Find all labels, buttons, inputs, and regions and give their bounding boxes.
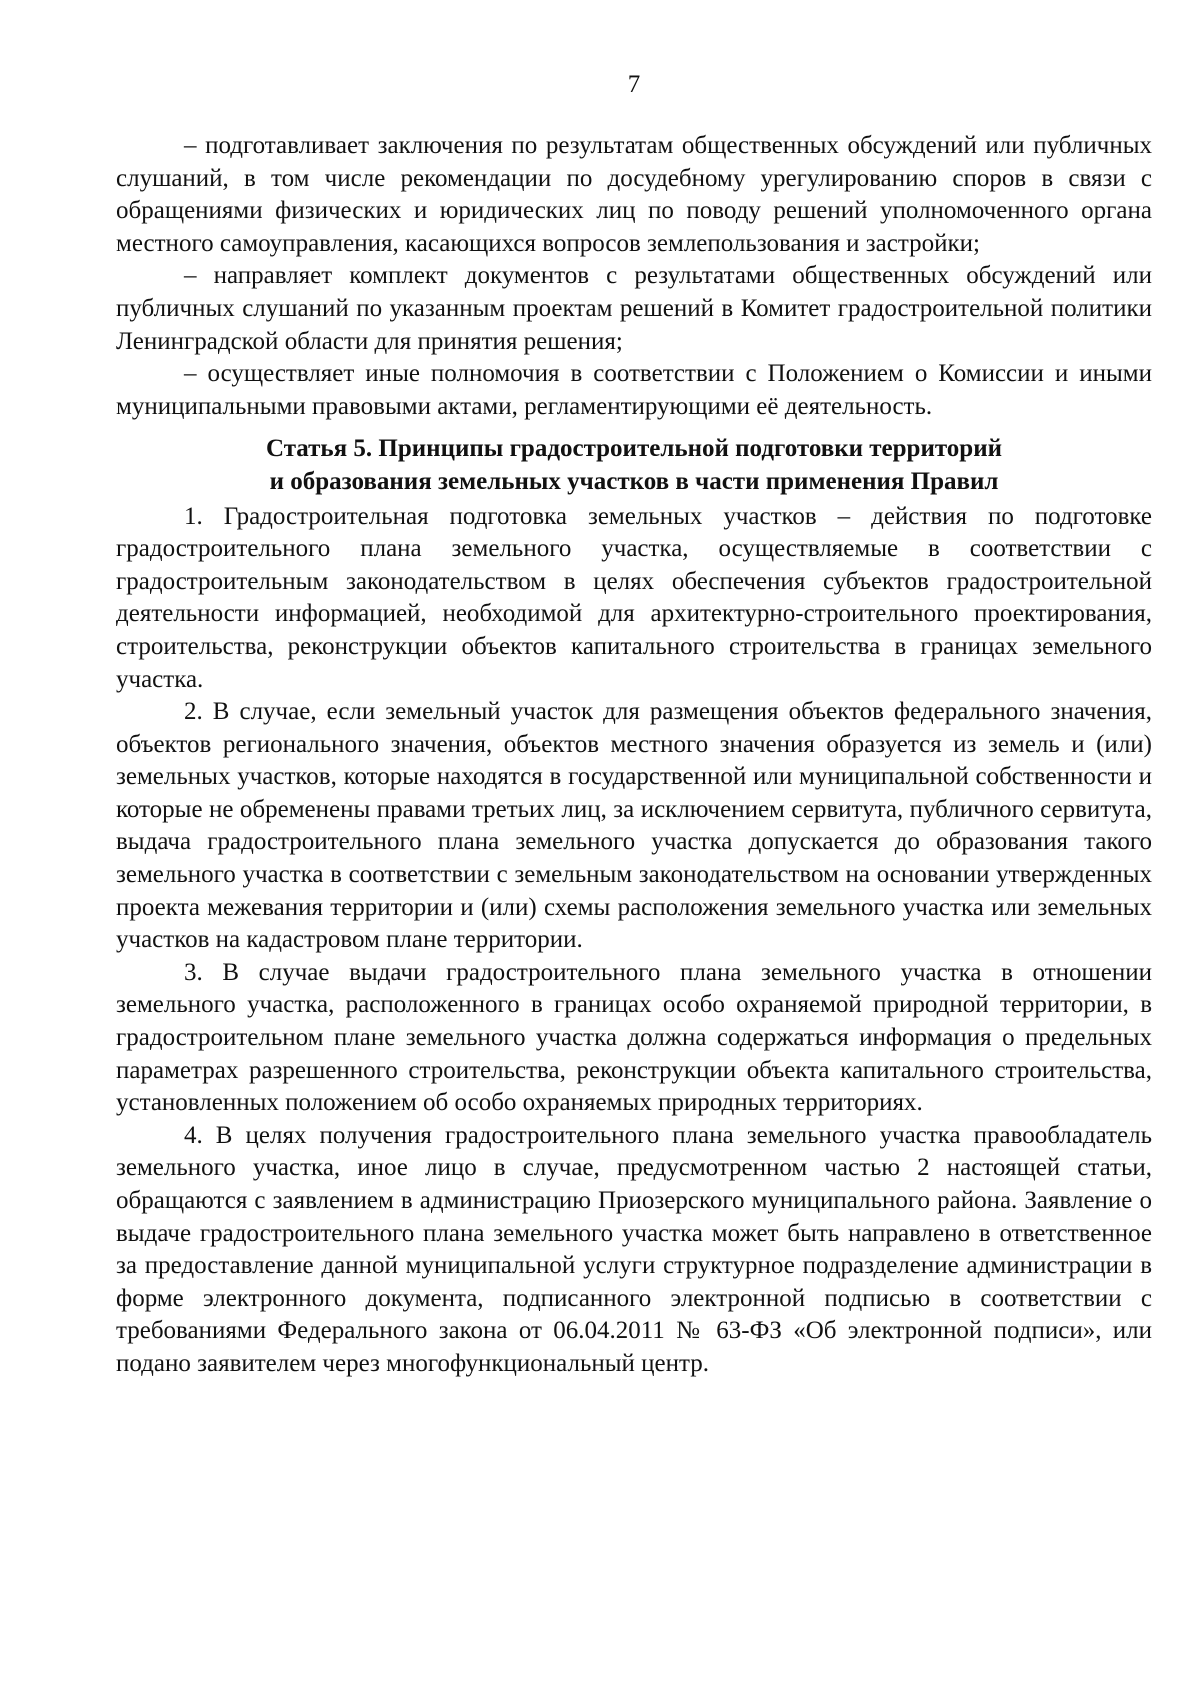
document-body — [116, 130, 1152, 1381]
article-paragraph: 2. В случае, если земельный участок для размещения объектов федерального значения, объектов регионального значения, объектов местного значения образуется из земель и (или) земельных участков, которые находятся в государственной или муниципальной собственности и которые не обременены правами третьих лиц, за исключением сервитута, публичного сервитута, выдача градостроительного плана земельного участка допускается до образования такого земельного участка в соответствии с земельным законодательством на основании утвержденных проекта межевания территории и (или) схемы расположения земельного участка или земельных участков на кадастровом плане территории. — [116, 698, 1152, 954]
bullet-item: – подготавливает заключения по результатам общественных обсуждений или публичных слушаний, в том числе рекомендации по досудебному урегулированию споров в связи с обращениями физических и юридических лиц по поводу решений уполномоченного органа местного самоуправления, касающихся вопросов землепользования и застройки; — [116, 132, 1152, 257]
article-paragraph: 4. В целях получения градостроительного плана земельного участка правообладатель земельного участка, иное лицо в случае, предусмотренном частью 2 настоящей статьи, обращаются с заявлением в администрацию Приозерского муниципального района. Заявление о выдаче градостроительного плана земельного участка может быть направлено в ответственное за предоставление данной муниципальной услуги структурное подразделение администрации в форме электронного документа, подписанного электронной подписью в соответствии с требованиями Федерального закона от 06.04.2011 № 63-ФЗ «Об электронной подписи», или подано заявителем через многофункциональный центр. — [116, 1121, 1152, 1377]
article-heading-line: Статья 5. Принципы градостроительной подготовки территорий — [265, 435, 1003, 463]
article-heading-line: и образования земельных участков в части применения Правил — [269, 467, 999, 495]
article-paragraph: 1. Градостроительная подготовка земельных участков – действия по подготовке градостроительного плана земельного участка, осуществляемые в соответствии с градостроительным законодательством в целях обеспечения субъектов градостроительной деятельности информацией, необходимой для архитектурно-строительного проектирования, строительства, реконструкции объектов капитального строительства в границах земельного участка. — [116, 502, 1152, 693]
bullet-item: – направляет комплект документов с результатами общественных обсуждений или публичных слушаний по указанным проектам решений в Комитет градостроительной политики Ленинградской области для принятия решения; — [116, 262, 1152, 355]
article-paragraph: 3. В случае выдачи градостроительного плана земельного участка в отношении земельного участка, расположенного в границах особо охраняемой природной территории, в градостроительном плане земельного участка должна содержаться информация о предельных параметрах разрешенного строительства, реконструкции объекта капитального строительства, установленных положением об особо охраняемых природных территориях. — [116, 958, 1152, 1117]
bullet-item: – осуществляет иные полномочия в соответствии с Положением о Комиссии и иными муниципальными правовыми актами, регламентирующими её деятельность. — [116, 360, 1152, 420]
article-heading — [116, 433, 1152, 498]
page-number: 7 — [627, 71, 641, 98]
